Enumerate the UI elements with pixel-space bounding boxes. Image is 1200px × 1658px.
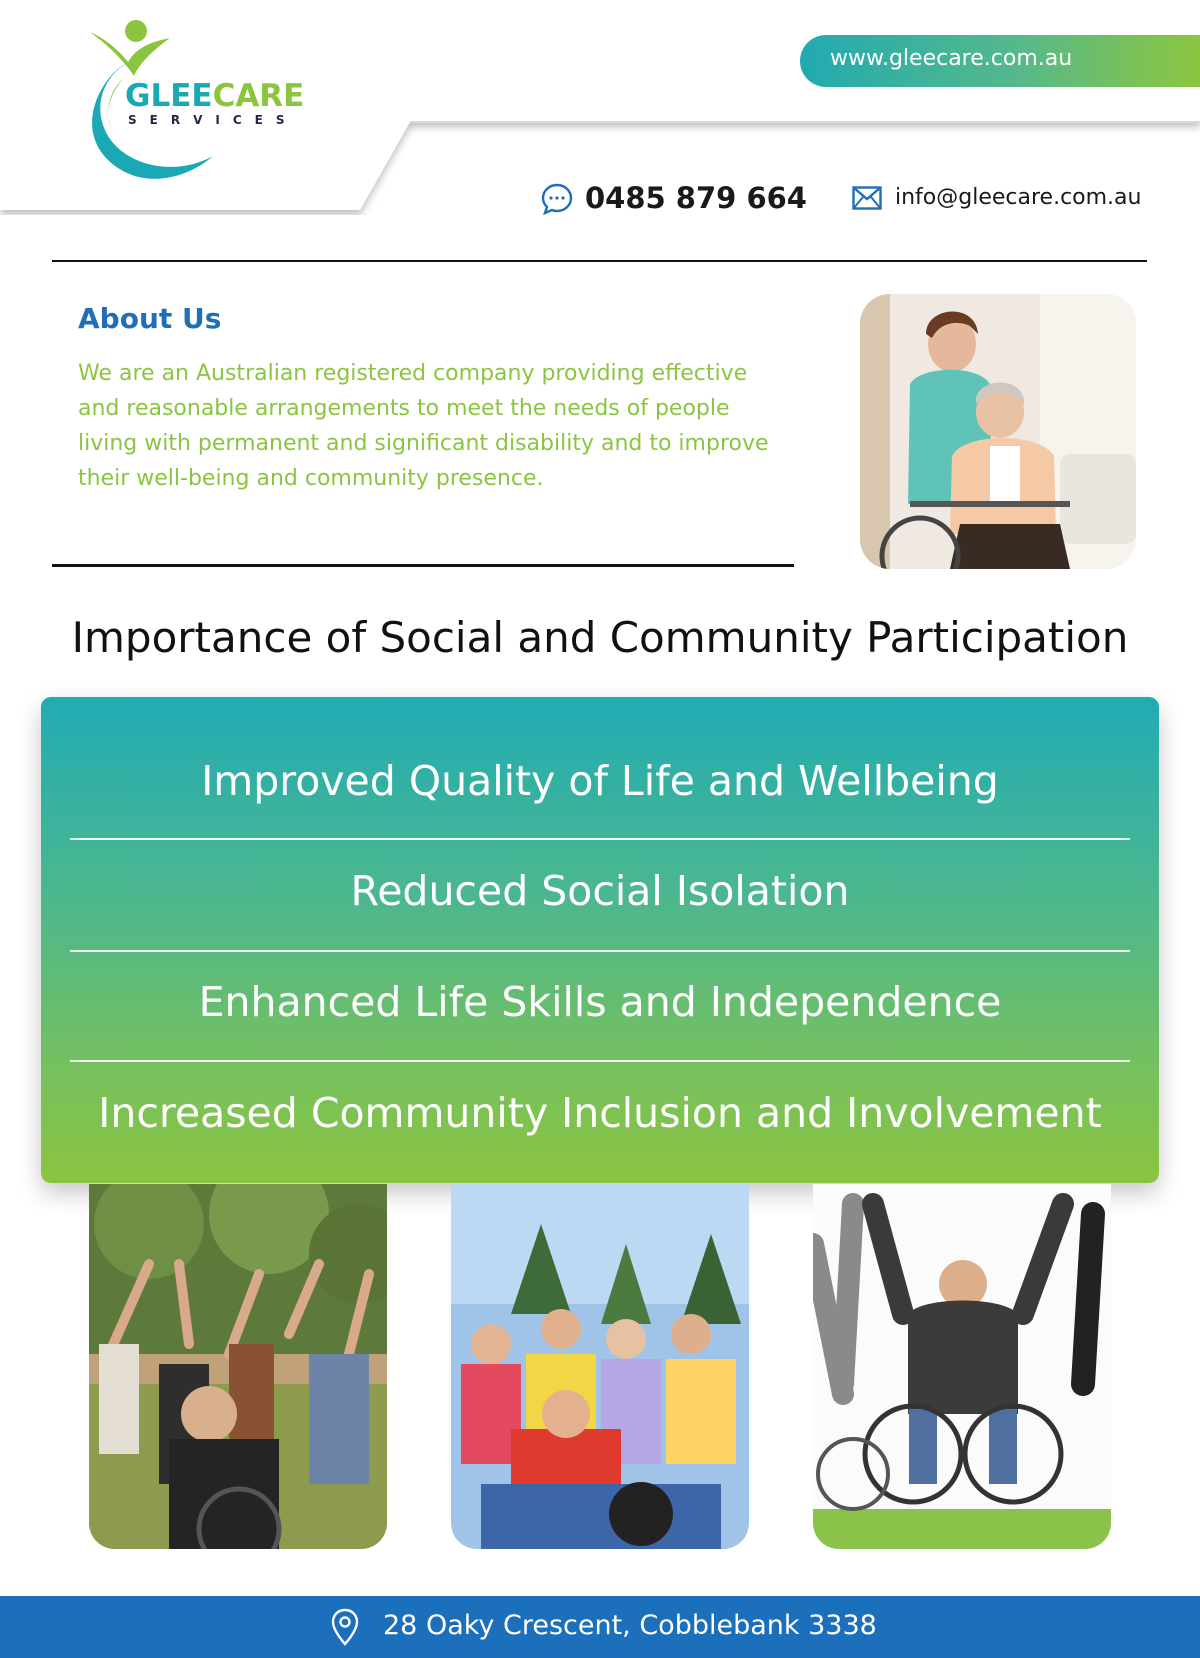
benefit-divider	[70, 1060, 1130, 1062]
wheelchair-users-photo	[813, 1184, 1111, 1549]
about-divider	[52, 564, 794, 567]
benefit-item: Increased Community Inclusion and Involvement	[98, 1089, 1102, 1137]
phone-number[interactable]: 0485 879 664	[585, 181, 807, 215]
section-heading: Importance of Social and Community Participation	[71, 613, 1129, 662]
caregiver-photo	[860, 294, 1136, 569]
logo-word-glee: GLEE	[125, 78, 213, 114]
about-body: We are an Australian registered company providing effective and reasonable arrangements to meet the needs of people living with permanent and significant disability and to improve their well-being and community presence.	[78, 361, 769, 491]
benefit-item: Improved Quality of Life and Wellbeing	[201, 757, 999, 805]
location-pin-icon	[330, 1608, 360, 1646]
logo-word-care: CARE	[212, 78, 305, 114]
community-circle-photo	[89, 1184, 387, 1549]
website-link[interactable]: www.gleecare.com.au	[830, 46, 1073, 71]
logo-wordmark	[125, 78, 304, 114]
about-title: About Us	[78, 302, 222, 335]
email-address[interactable]: info@gleecare.com.au	[895, 185, 1142, 210]
chat-bubble-icon	[540, 182, 574, 216]
benefit-divider	[70, 950, 1130, 952]
benefit-divider	[70, 838, 1130, 840]
footer-address: 28 Oaky Crescent, Cobblebank 3338	[383, 1610, 877, 1641]
logo-subtitle: SERVICES	[128, 113, 298, 127]
header-divider	[52, 260, 1147, 262]
benefit-item: Enhanced Life Skills and Independence	[198, 978, 1002, 1026]
benefit-item: Reduced Social Isolation	[350, 867, 850, 915]
envelope-icon	[852, 186, 882, 210]
group-thumbs-up-photo	[451, 1184, 749, 1549]
